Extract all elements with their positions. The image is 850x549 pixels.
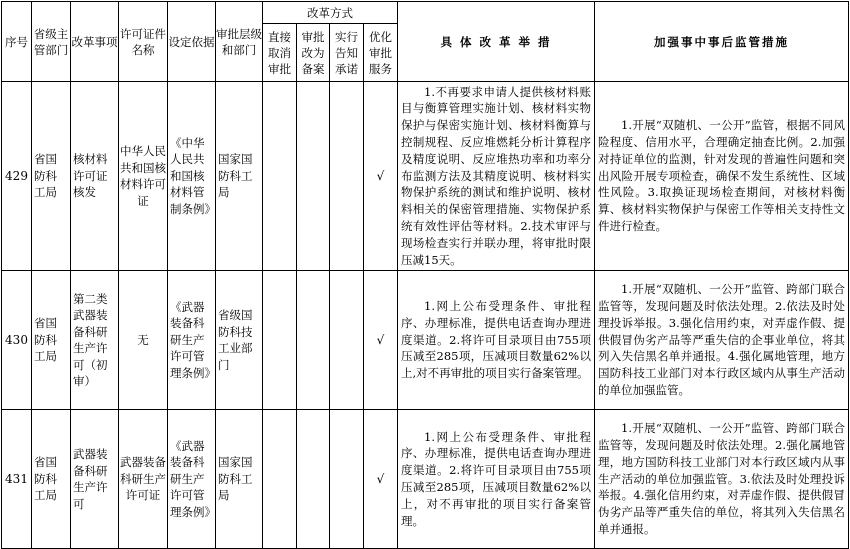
header-measures: 具 体 改 革 举 措 xyxy=(398,2,595,82)
header-basis: 设定依据 xyxy=(168,2,216,82)
header-mode-filing: 审批改为备案 xyxy=(297,24,330,82)
cell-mode-optimize-check: √ xyxy=(364,271,398,410)
cell-mode-filing xyxy=(297,410,330,549)
cell-mode-optimize-check: √ xyxy=(364,410,398,549)
header-mode-cancel: 直接取消审批 xyxy=(263,24,297,82)
cell-dept: 省国防科工局 xyxy=(32,271,71,410)
header-dept: 省级主管部门 xyxy=(32,2,71,82)
header-reform-mode: 改革方式 xyxy=(263,2,398,24)
cell-mode-commitment xyxy=(330,410,364,549)
cell-license: 中华人民共和国核材料许可证 xyxy=(119,82,168,271)
cell-mode-cancel xyxy=(263,271,297,410)
cell-mode-cancel xyxy=(263,410,297,549)
cell-basis: 《武器装备科研生产许可管理条例》 xyxy=(168,410,216,549)
cell-basis: 《中华人民共和国核材料管制条例》 xyxy=(168,82,216,271)
cell-dept: 省国防科工局 xyxy=(32,82,71,271)
cell-license: 武器装备科研生产许可证 xyxy=(119,410,168,549)
cell-mode-cancel xyxy=(263,82,297,271)
cell-measures: 1.网上公布受理条件、审批程序、办理标准，提供电话查询办理进度渠道。2.将许可目录项目由755项压减至285项，压减项目数量62%以上,对不再审批的项目实行备案管理。 xyxy=(398,271,595,410)
cell-approval-level: 省级国防科技工业部门 xyxy=(216,271,263,410)
table-row xyxy=(2,271,849,410)
header-approval-level: 审批层级和部门 xyxy=(216,2,263,82)
cell-basis: 《武器装备科研生产许可管理条例》 xyxy=(168,271,216,410)
cell-item: 核材料许可证核发 xyxy=(71,82,119,271)
header-supervision: 加强事中事后监管措施 xyxy=(595,2,849,82)
table-row xyxy=(2,82,849,271)
header-item: 改革事项 xyxy=(71,2,119,82)
cell-mode-commitment xyxy=(330,82,364,271)
cell-seq: 430 xyxy=(2,271,32,410)
cell-measures: 1.网上公布受理条件、审批程序、办理标准，提供电话查询办理进度渠道。2.将许可目录项目由755项压减至285项，压减项目数量62%以上，对不再审批的项目实行备案管理。 xyxy=(398,410,595,549)
cell-seq: 431 xyxy=(2,410,32,549)
cell-mode-filing xyxy=(297,271,330,410)
reform-table-container xyxy=(1,1,849,549)
reform-table xyxy=(1,1,849,549)
table-header xyxy=(2,2,849,82)
cell-measures: 1.不再要求申请人提供核材料账目与衡算管理实施计划、核材料实物保护与保密实施计划、核材料衡算与控制规程、反应堆燃耗分析计算程序及精度说明、反应堆热功率和功率分布监测方法及其精度说明、核材料实物保护系统的测试和维护说明、核材料相关的保密管理措施、实物保护系统有效性评估等材料。2.技术审评与现场检查实行并联办理，将审批时限压减15天。 xyxy=(398,82,595,271)
cell-dept: 省国防科工局 xyxy=(32,410,71,549)
cell-item: 武器装备科研生产许可 xyxy=(71,410,119,549)
cell-supervision: 1.开展“双随机、一公开”监管，根据不同风险程度、信用水平，合理确定抽查比例。2.加强对持证单位的监测，针对发现的普遍性问题和突出风险开展专项检查，确保不发生系统性、区域性风险。3.取换证现场检查期间，对核材料衡算、核材料实物保护与保密工作等相关支持性文件进行检查。 xyxy=(595,82,849,271)
cell-item: 第二类武器装备科研生产许可（初审） xyxy=(71,271,119,410)
cell-seq: 429 xyxy=(2,82,32,271)
header-mode-commitment: 实行告知承诺 xyxy=(330,24,364,82)
cell-license: 无 xyxy=(119,271,168,410)
header-mode-optimize: 优化审批服务 xyxy=(364,24,398,82)
cell-supervision: 1.开展“双随机、一公开”监管、跨部门联合监管等，发现问题及时依法处理。2.依法及时处理投诉举报。3.强化信用约束，对弄虚作假、提供假冒伪劣产品等严重失信的企事业单位，将其列入失信黑名单并通报。4.强化属地管理，地方国防科技工业部门对本行政区域内从事生产活动的单位加强监管。 xyxy=(595,271,849,410)
cell-approval-level: 国家国防科工局 xyxy=(216,82,263,271)
cell-mode-filing xyxy=(297,82,330,271)
header-seq: 序号 xyxy=(2,2,32,82)
header-license: 许可证件名称 xyxy=(119,2,168,82)
cell-supervision: 1.开展“双随机、一公开”监管、跨部门联合监管等，发现问题及时依法处理。2.强化属地管理，地方国防科技工业部门对本行政区域内从事生产活动的单位加强监管。3.依法及时处理投诉举报。4.强化信用约束，对弄虚作假、提供假冒伪劣产品等严重失信的单位，将其列入失信黑名单并通报。 xyxy=(595,410,849,549)
cell-approval-level: 国家国防科工局 xyxy=(216,410,263,549)
table-row xyxy=(2,410,849,549)
cell-mode-optimize-check: √ xyxy=(364,82,398,271)
table-body xyxy=(2,82,849,549)
cell-mode-commitment xyxy=(330,271,364,410)
